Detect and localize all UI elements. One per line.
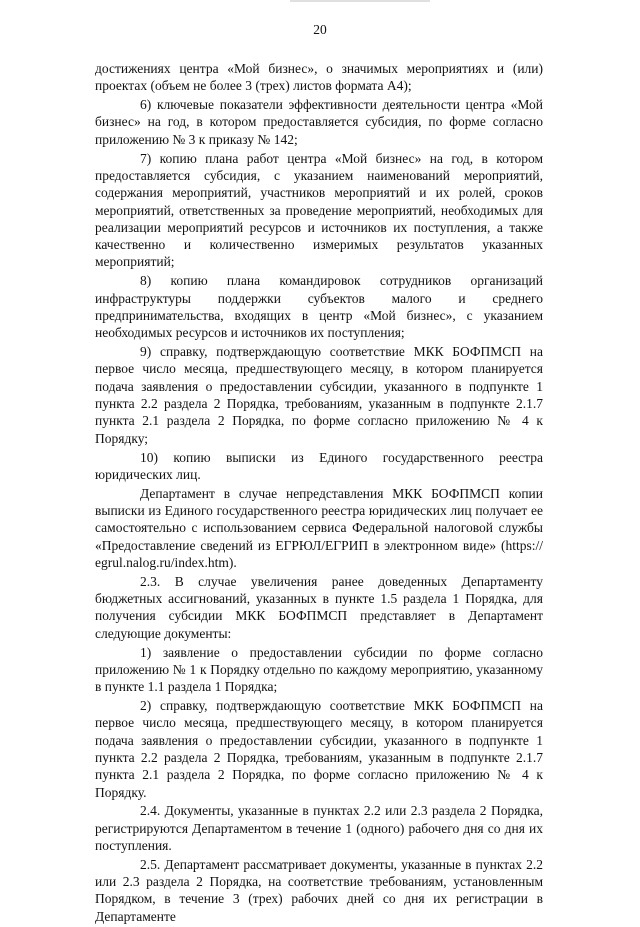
paragraph: достижениях центра «Мой бизнес», о значимых мероприятиях и (или) проектах (объем не более 3 (трех) листов формата А4);	[95, 61, 543, 94]
scan-edge-artifact	[290, 0, 430, 2]
paragraph: 9) справку, подтверждающую соответствие МКК БОФПМСП на первое число месяца, предшествующего месяцу, в котором планируется подача заявления о предоставлении субсидии, указанного в подпункте 1 пункта 2.2 раздела 2 Порядка, требованиям, указанным в подпункте 2.1.7 пункта 2.1 раздела 2 Порядка, по форме согласно приложению № 4 к Порядку;	[95, 344, 543, 446]
paragraph: 8) копию плана командировок сотрудников организаций инфраструктуры поддержки субъектов малого и среднего предпринимательства, входящих в центр «Мой бизнес», с указанием необходимых ресурсов и источников их поступления;	[95, 273, 543, 341]
paragraph: 2.5. Департамент рассматривает документы, указанные в пунктах 2.2 или 2.3 раздела 2 Порядка, на соответствие требованиям, установленным Порядком, в течение 3 (трех) рабочих дней со дня их регистрации в Департаменте	[95, 856, 543, 924]
paragraph: 1) заявление о предоставлении субсидии по форме согласно приложению № 1 к Порядку отдельно по каждому мероприятию, указанному в пункте 1.1 раздела 1 Порядка;	[95, 644, 543, 695]
paragraph: 2.4. Документы, указанные в пунктах 2.2 или 2.3 раздела 2 Порядка, регистрируются Департаментом в течение 1 (одного) рабочего дня со дня их поступления.	[95, 803, 543, 853]
document-body	[95, 60, 543, 927]
paragraph: Департамент в случае непредставления МКК БОФПМСП копии выписки из Единого государственного реестра юридических лиц получает ее самостоятельно с использованием сервиса Федеральной налоговой службы «Предоставление сведений из ЕГРЮЛ/ЕГРИП в электронном виде» (https:// egrul.nalog.ru/index.htm).	[95, 485, 543, 570]
paragraph: 2) справку, подтверждающую соответствие МКК БОФПМСП на первое число месяца, предшествующего месяцу, в котором планируется подача заявления о предоставлении субсидии, указанного в подпункте 1 пункта 2.2 раздела 2 Порядка, требованиям, указанным в подпункте 2.1.7 пункта 2.1 раздела 2 Порядка, по форме согласно приложению № 4 к Порядку.	[95, 698, 543, 800]
page-number: 20	[313, 22, 327, 37]
paragraph: 6) ключевые показатели эффективности деятельности центра «Мой бизнес» на год, в котором предоставляется субсидия, по форме согласно приложению № 3 к приказу № 142;	[95, 97, 543, 147]
paragraph: 7) копию плана работ центра «Мой бизнес» на год, в котором предоставляется субсидия, с указанием наименований мероприятий, содержания мероприятий, участников мероприятий и их ролей, сроков мероприятий, ответственных за проведение мероприятий, необходимых для реализации мероприятий ресурсов и источников их поступления, а также качественно и количественно измеримых результатов указанных мероприятий;	[95, 150, 543, 270]
paragraph: 10) копию выписки из Единого государственного реестра юридических лиц.	[95, 449, 543, 482]
paragraph: 2.3. В случае увеличения ранее доведенных Департаменту бюджетных ассигнований, указанных в пункте 1.5 раздела 1 Порядка, для получения субсидии МКК БОФПМСП представляет в Департамент следующие документы:	[95, 573, 543, 641]
